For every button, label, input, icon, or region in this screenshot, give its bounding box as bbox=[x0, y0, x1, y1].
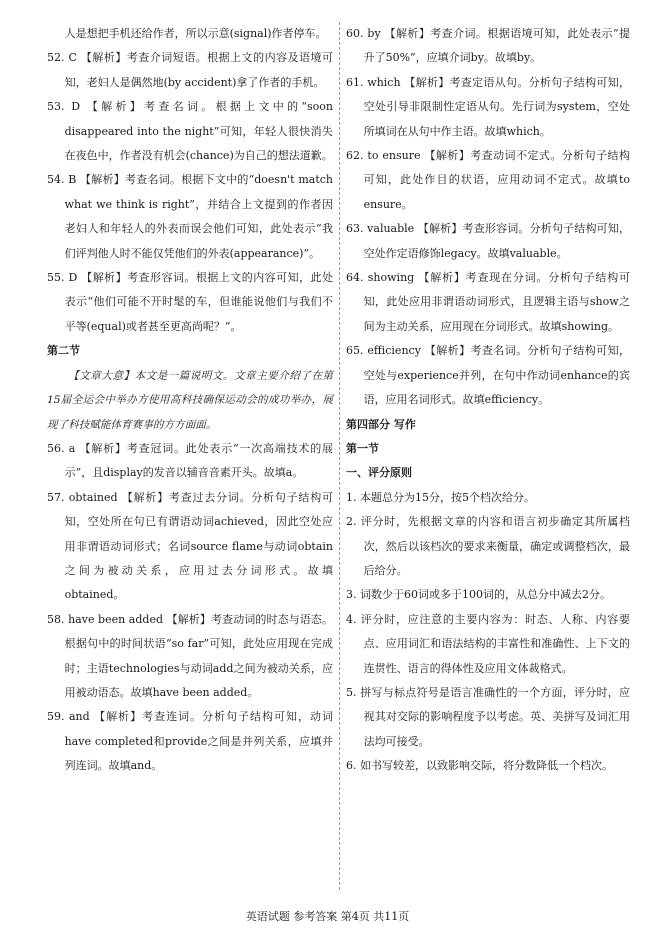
part-4-title: 第四部分 写作 bbox=[346, 417, 416, 431]
right-column bbox=[346, 22, 630, 779]
column-divider bbox=[339, 22, 341, 890]
answer-55: 55. D 【解析】考查形容词。根据上文的内容可知，此处表示“他们可能不开时髦的车，但谁能说他们与我们不平等(equal)或者甚至更高尚呢？”。 bbox=[47, 271, 333, 333]
answer-56: 56. a 【解析】考查冠词。此处表示“一次高端技术的展示”，且display的发音以辅音音素开头。故填a。 bbox=[47, 441, 333, 480]
page-footer: 英语试题 参考答案 第4页 共11页 bbox=[245, 910, 410, 923]
rule-3: 3. 词数少于60词或多于100词的，从总分中减去2分。 bbox=[346, 588, 611, 602]
section-2-title: 第二节 bbox=[47, 344, 80, 358]
rule-1: 1. 本题总分为15分，按5个档次给分。 bbox=[346, 490, 535, 504]
answer-53: 53. D 【解析】考查名词。根据上文中的“soon disappeared into the night”可知，年轻人很快消失在夜色中，作者没有机会(chance)为自己的想法道歉。 bbox=[47, 100, 333, 163]
answer-63: 63. valuable 【解析】考查形容词。分析句子结构可知，空处作定语修饰legacy。故填valuable。 bbox=[346, 222, 630, 260]
answer-59: 59. and 【解析】考查连词。分析句子结构可知，动词have completed和provide之间是并列关系，应填并列连词。故填and。 bbox=[47, 710, 333, 773]
section-1-title: 第一节 bbox=[346, 441, 379, 455]
answer-54: 54. B 【解析】考查名词。根据下文中的“doesn't match what we think is right”，并结合上文提到的作者因老妇人和年轻人的外表而误会他们可知，此处表示“我们评判他人时不能仅凭他们的外表(appearance)”。 bbox=[47, 173, 333, 260]
answer-58: 58. have been added 【解析】考查动词的时态与语态。根据句中的时间状语“so far”可知，此处应用现在完成时；主语technologies与动词add之间为被动关系，应用被动语态。故填have been added。 bbox=[47, 612, 333, 699]
answer-62: 62. to ensure 【解析】考查动词不定式。分析句子结构可知，此处作目的状语，应用动词不定式。故填to ensure。 bbox=[346, 149, 630, 211]
rule-5: 5. 拼写与标点符号是语言准确性的一个方面，评分时，应视其对交际的影响程度予以考虑。英、美拼写及词汇用法均可接受。 bbox=[346, 685, 630, 748]
rule-4: 4. 评分时，应注意的主要内容为：时态、人称、内容要点、应用词汇和语法结构的丰富性和准确性、上下文的连贯性、语言的得体性及应用文体裁格式。 bbox=[346, 612, 630, 675]
rule-6: 6. 如书写较差，以致影响交际，将分数降低一个档次。 bbox=[346, 759, 613, 773]
left-column bbox=[47, 22, 333, 779]
answer-64: 64. showing 【解析】考查现在分词。分析句子结构可知，此处应用非谓语动词形式，且逻辑主语与show之间为主动关系，应用现在分词形式。故填showing。 bbox=[346, 271, 630, 333]
answer-65: 65. efficiency 【解析】考查名词。分析句子结构可知，空处与experience并列，在句中作动词enhance的宾语，应用名词形式。故填efficiency。 bbox=[346, 344, 630, 407]
article-summary: 【文章大意】本文是一篇说明文。文章主要介绍了在第15届全运会中举办方使用高科技确保运动会的成功举办，展现了科技赋能体育赛事的方方面面。 bbox=[47, 369, 333, 431]
rule-2: 2. 评分时，先根据文章的内容和语言初步确定其所属档次，然后以该档次的要求来衡量，确定或调整档次，最后给分。 bbox=[346, 515, 630, 577]
intro-text: 人是想把手机还给作者，所以示意(signal)作者停车。 bbox=[64, 27, 327, 40]
answer-52: 52. C 【解析】考查介词短语。根据上文的内容及语境可知，老妇人是偶然地(by accident)拿了作者的手机。 bbox=[47, 51, 333, 89]
answer-60: 60. by 【解析】考查介词。根据语境可知，此处表示“提升了50%”，应填介词by。故填by。 bbox=[346, 27, 630, 65]
answer-57: 57. obtained 【解析】考查过去分词。分析句子结构可知，空处所在句已有谓语动词achieved，因此空处应用非谓语动词形式；名词source flame与动词obtain之间为被动关系，应用过去分词形式。故填obtained。 bbox=[47, 490, 333, 602]
scoring-principles-title: 一、评分原则 bbox=[346, 466, 412, 480]
answer-61: 61. which 【解析】考查定语从句。分析句子结构可知，空处引导非限制性定语从句。先行词为system，空处所填词在从句中作主语。故填which。 bbox=[346, 75, 630, 138]
